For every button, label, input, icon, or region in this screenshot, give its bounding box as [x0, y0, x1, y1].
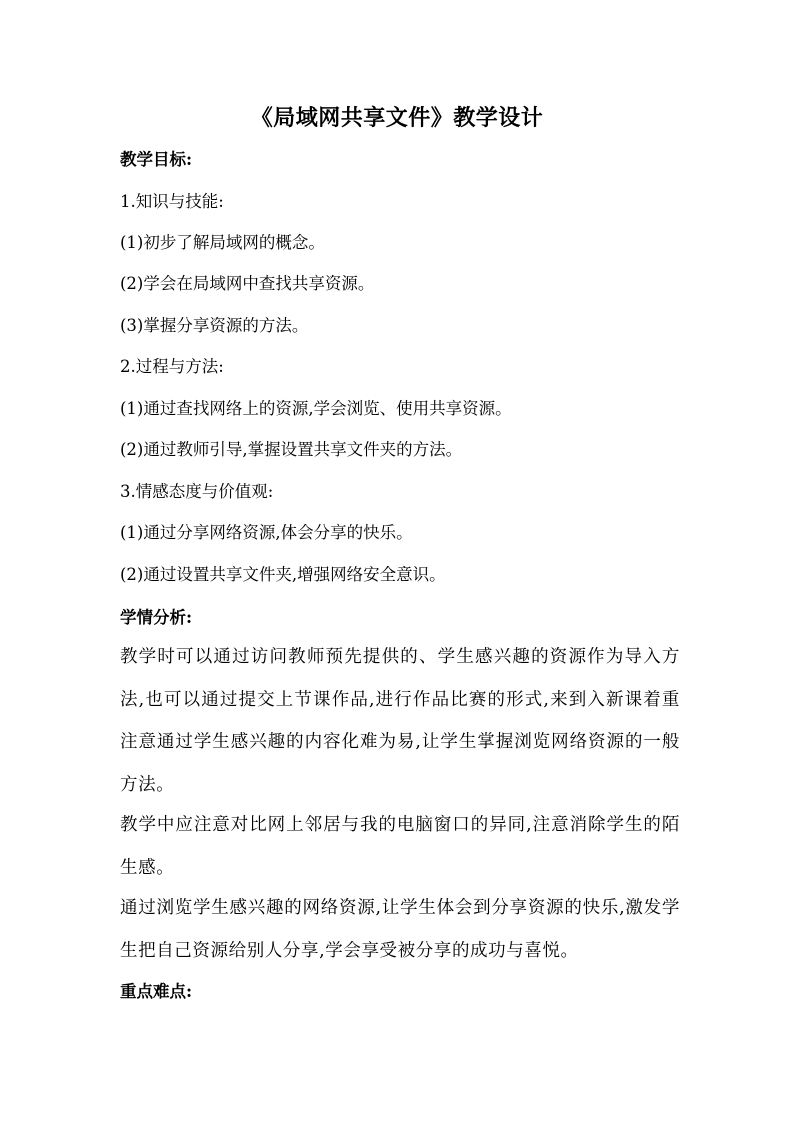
knowledge-label: 1.知识与技能: [120, 192, 224, 211]
analysis-paragraph: 教学时可以通过访问教师预先提供的、学生感兴趣的资源作为导入方法,也可以通过提交上节课作品,进行作品比赛的形式,来到入新课着重注意通过学生感兴趣的内容化难为易,让学生掌握浏览网络资源的一般方法。 [120, 647, 680, 795]
analysis-paragraph: 通过浏览学生感兴趣的网络资源,让学生体会到分享资源的快乐,激发学生把自己资源给别人分享,学会享受被分享的成功与喜悦。 [120, 898, 680, 961]
analysis-paragraph: 教学中应注意对比网上邻居与我的电脑窗口的异同,注意消除学生的陌生感。 [120, 815, 680, 878]
process-label: 2.过程与方法: [120, 357, 224, 376]
document-title: 《局域网共享文件》教学设计 [250, 105, 544, 131]
emotion-label: 3.情感态度与价值观: [120, 482, 274, 501]
process-item: (2)通过教师引导,掌握设置共享文件夹的方法。 [120, 440, 463, 459]
objectives-heading: 教学目标: [120, 150, 193, 169]
emotion-item: (1)通过分享网络资源,体会分享的快乐。 [120, 523, 413, 542]
emotion-item: (2)通过设置共享文件夹,增强网络安全意识。 [120, 565, 446, 584]
analysis-heading: 学情分析: [120, 608, 193, 627]
knowledge-item: (2)学会在局域网中查找共享资源。 [120, 274, 375, 293]
key-points-heading: 重点难点: [120, 982, 193, 1001]
knowledge-item: (1)初步了解局域网的概念。 [120, 233, 325, 252]
knowledge-item: (3)掌握分享资源的方法。 [120, 316, 309, 335]
process-item: (1)通过查找网络上的资源,学会浏览、使用共享资源。 [120, 399, 512, 418]
